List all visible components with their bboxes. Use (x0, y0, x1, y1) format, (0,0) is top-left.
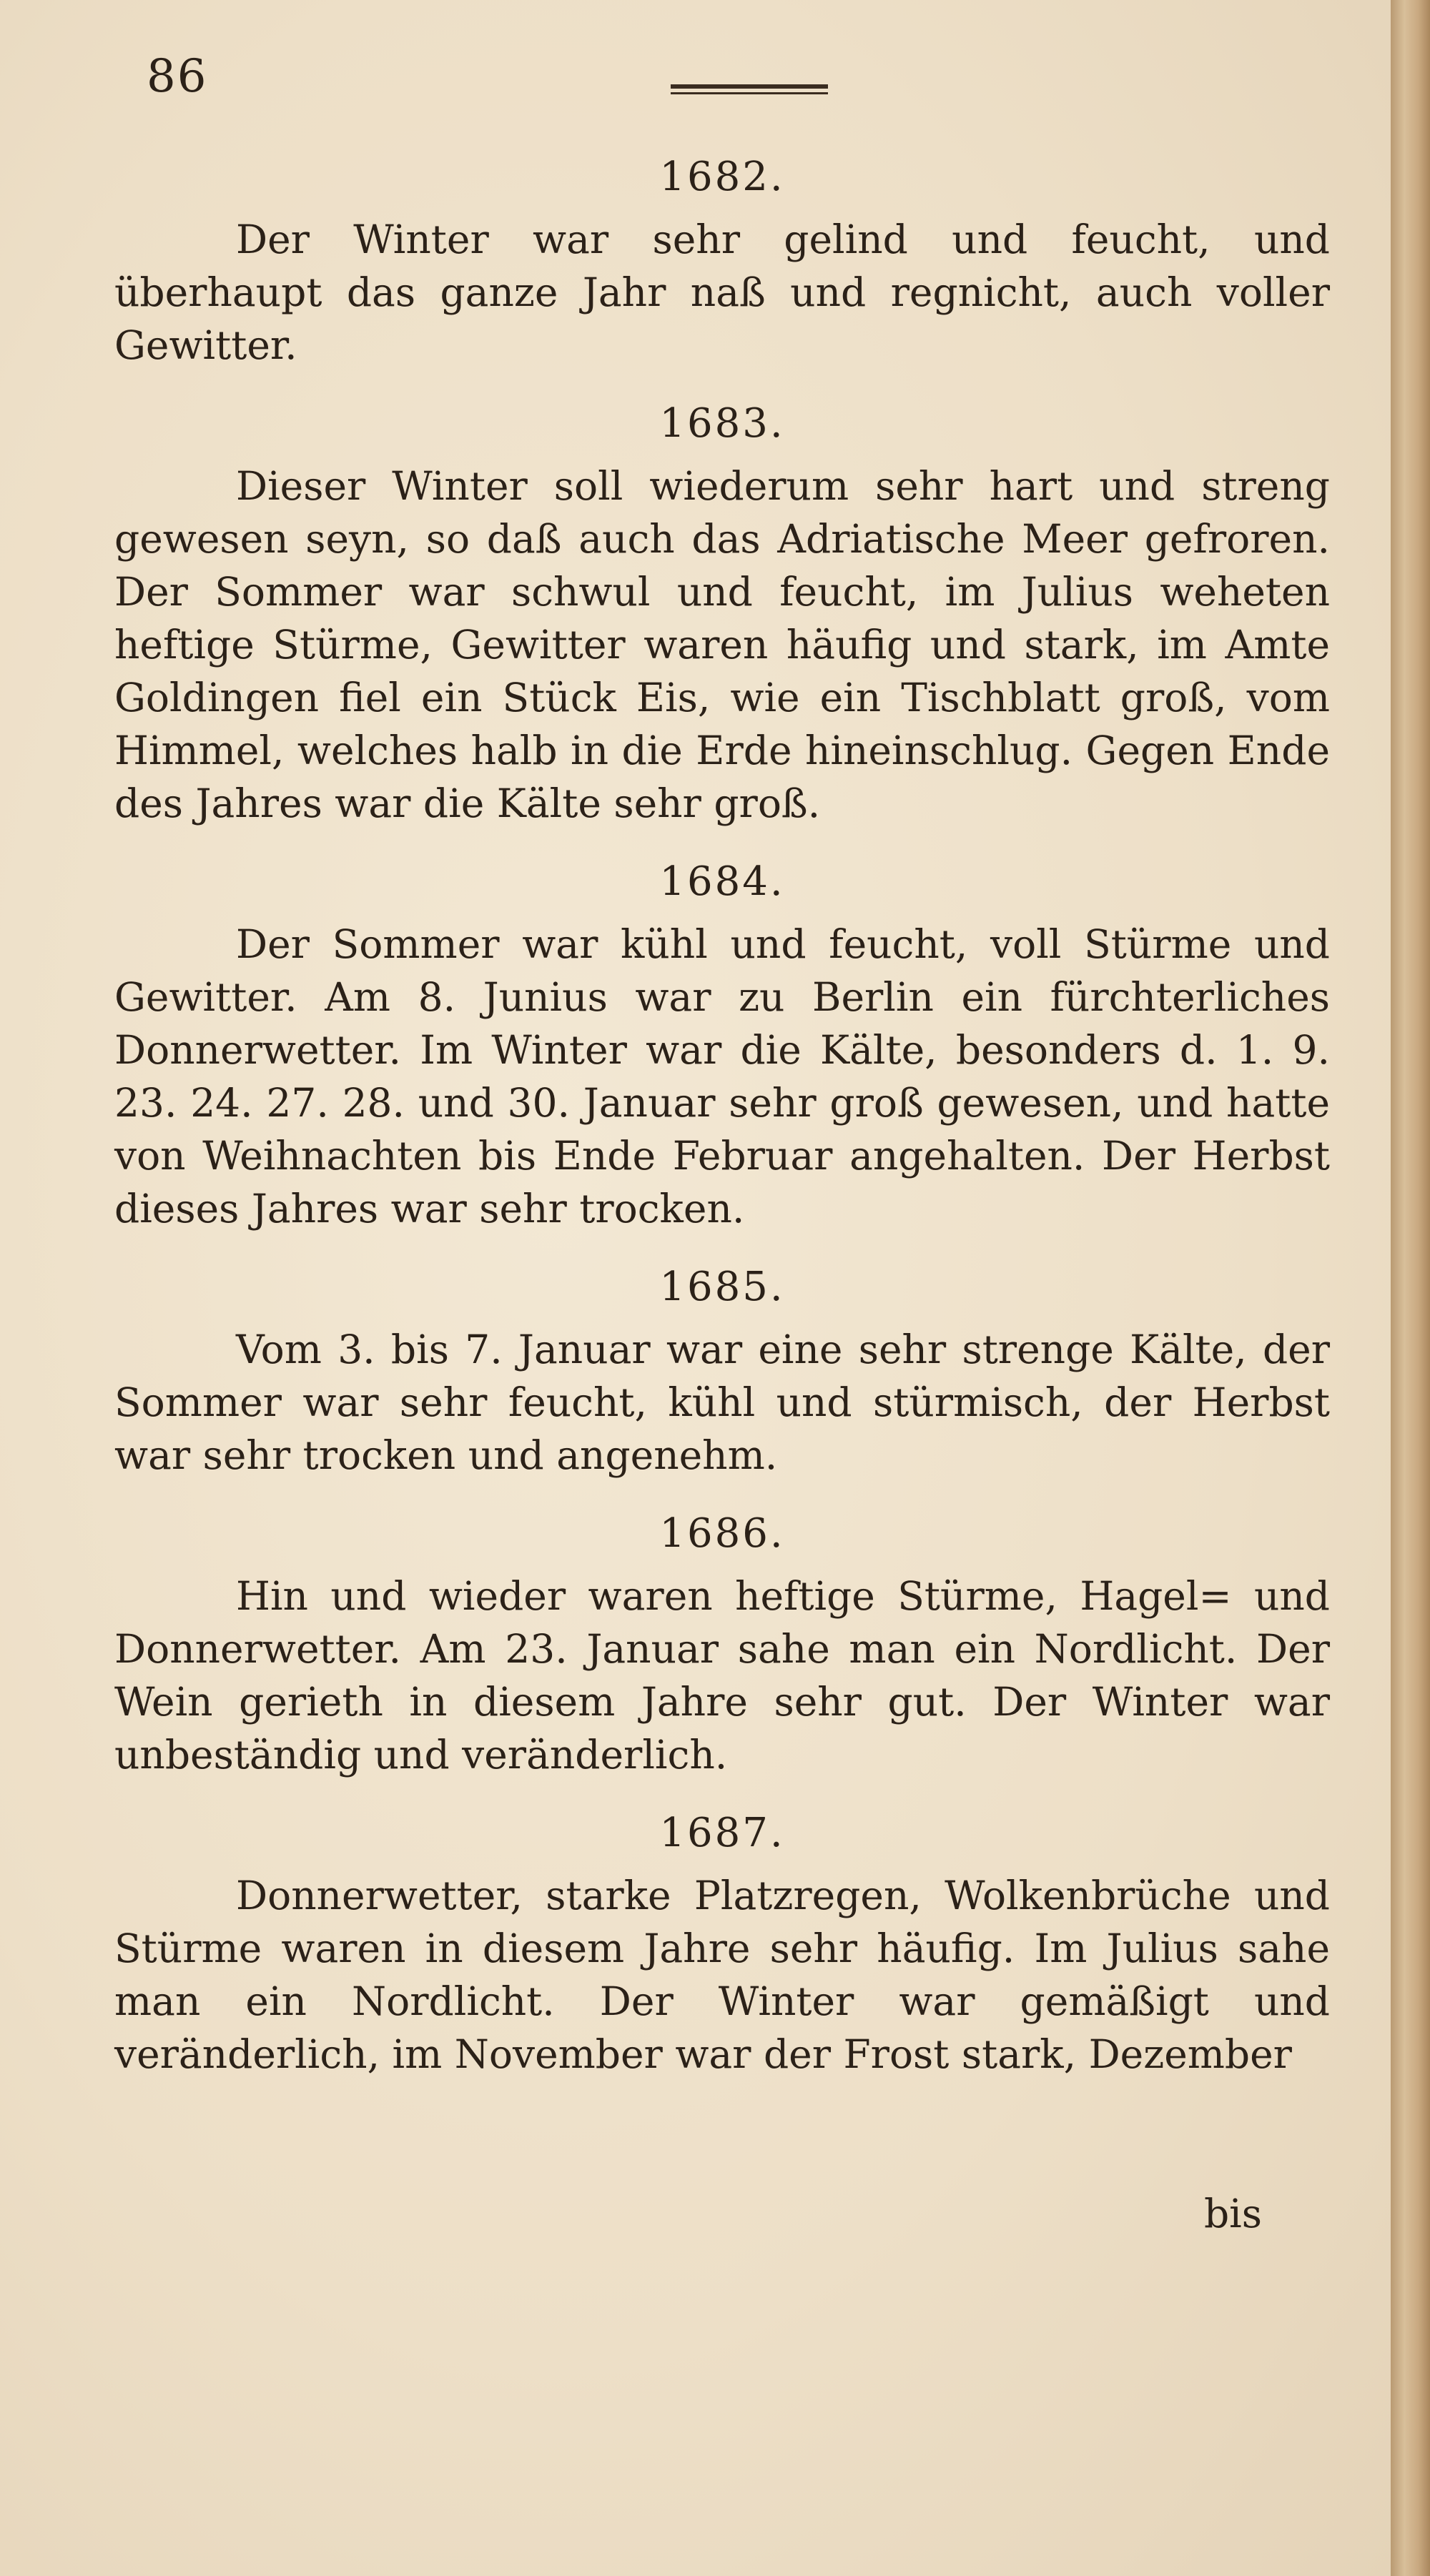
entry-text: Hin und wieder waren heftige Stürme, Hagel= und Donnerwetter. Am 23. Januar sahe man ein Nordlicht. Der Wein gerieth in diesem Jahre sehr gut. Der Winter war unbeständig und veränderlich. (114, 1573, 1330, 1778)
catchword: bis (1203, 2191, 1262, 2236)
entry-year: 1685. (659, 1264, 785, 1310)
entry-1682 (114, 154, 1330, 372)
header-rule (671, 84, 828, 94)
entry-year: 1687. (659, 1810, 785, 1856)
entry-text: Vom 3. bis 7. Januar war eine sehr strenge Kälte, der Sommer war sehr feucht, kühl und stürmisch, der Herbst war sehr trocken und angenehm. (114, 1327, 1330, 1478)
entry-text: Der Winter war sehr gelind und feucht, und überhaupt das ganze Jahr naß und regnicht, auch voller Gewitter. (114, 217, 1330, 368)
entry-text: Der Sommer war kühl und feucht, voll Stürme und Gewitter. Am 8. Junius war zu Berlin ein fürchterliches Donnerwetter. Im Winter war die Kälte, besonders d. 1. 9. 23. 24. 27. 28. und 30. Januar sehr groß gewesen, und hatte von Weihnachten bis Ende Februar angehalten. Der Herbst dieses Jahres war sehr trocken. (114, 921, 1330, 1232)
entry-year: 1682. (659, 154, 785, 200)
page-number: 86 (147, 50, 208, 103)
entry-1683 (114, 400, 1330, 830)
entry-year: 1684. (659, 858, 785, 905)
entry-1686 (114, 1510, 1330, 1781)
entry-1684 (114, 858, 1330, 1235)
entry-year: 1683. (659, 400, 785, 447)
entry-year: 1686. (659, 1510, 785, 1557)
entry-text: Donnerwetter, starke Platzregen, Wolkenbrüche und Stürme waren in diesem Jahre sehr häufig. Im Julius sahe man ein Nordlicht. Der Winter war gemäßigt und veränderlich, im November war der Frost stark, Dezember (114, 1873, 1330, 2077)
entries-list (114, 154, 1330, 2109)
book-spine-edge (1391, 0, 1430, 2576)
entry-1687 (114, 1810, 1330, 2081)
entry-1685 (114, 1264, 1330, 1482)
entry-text: Dieser Winter soll wiederum sehr hart und streng gewesen seyn, so daß auch das Adriatische Meer gefroren. Der Sommer war schwul und feucht, im Julius weheten heftige Stürme, Gewitter waren häufig und stark, im Amte Goldingen fiel ein Stück Eis, wie ein Tischblatt groß, vom Himmel, welches halb in die Erde hineinschlug. Gegen Ende des Jahres war die Kälte sehr groß. (114, 463, 1330, 826)
